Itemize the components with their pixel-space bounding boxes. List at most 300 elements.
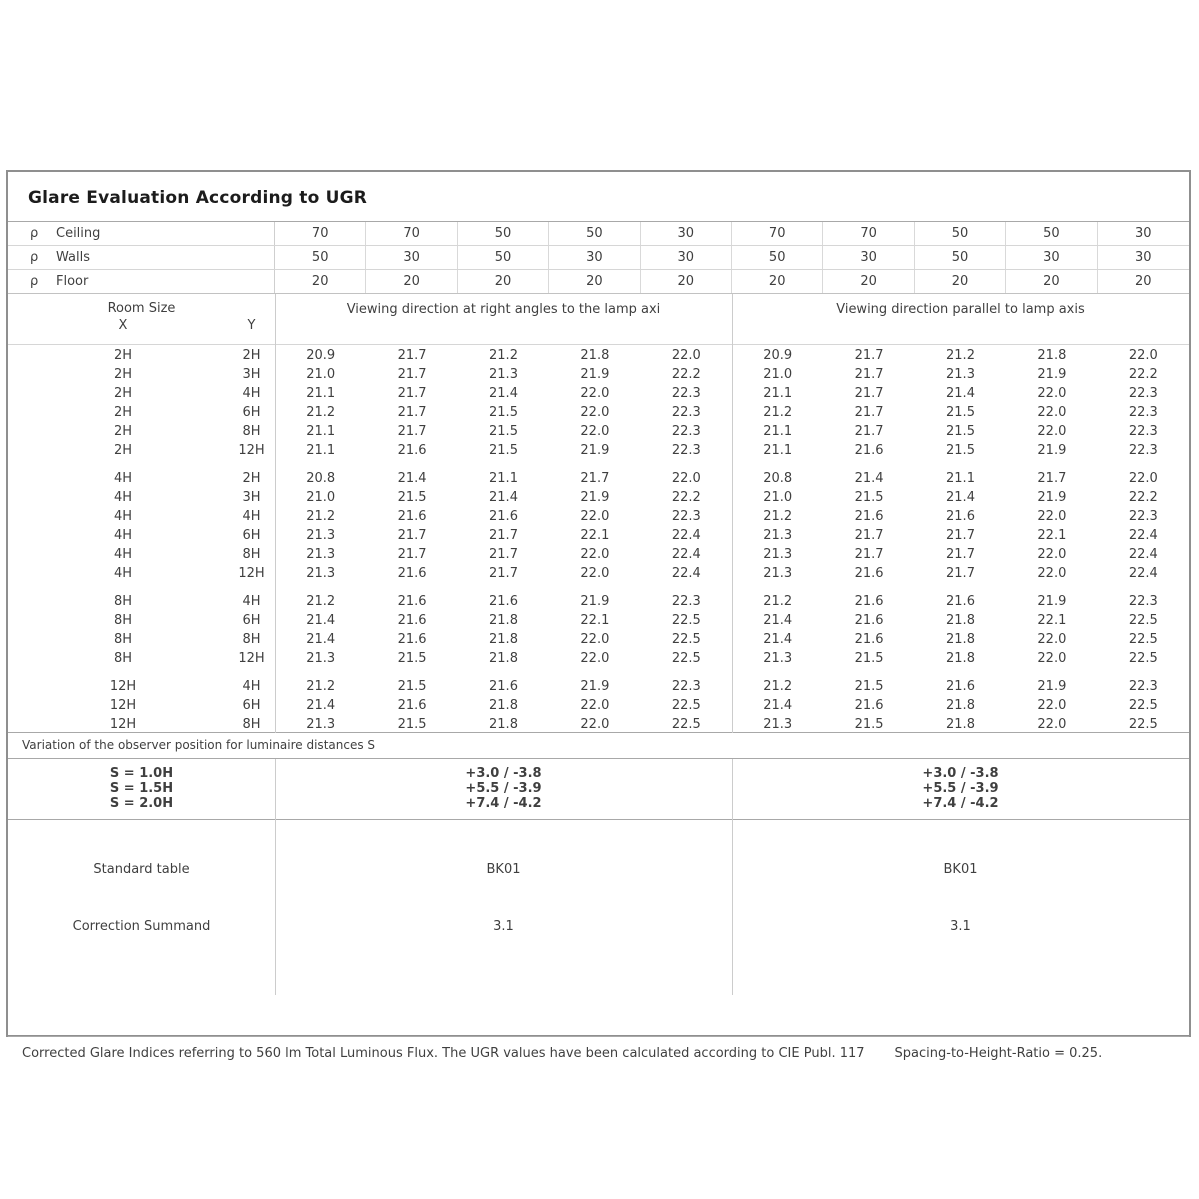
reflectance-value-cell: 70 xyxy=(823,222,914,245)
variation-left-value: +3.0 / -3.8 xyxy=(465,766,542,781)
ugr-value-cell: 21.2 xyxy=(763,405,793,420)
ugr-value-cell: 22.0 xyxy=(1128,471,1158,486)
ugr-value-cell: 22.2 xyxy=(1128,367,1158,382)
ugr-row xyxy=(8,384,1189,403)
ugr-value-cell: 22.2 xyxy=(671,490,701,505)
ugr-value-cell: 21.1 xyxy=(763,443,793,458)
ugr-value-cell: 22.0 xyxy=(1037,424,1067,439)
ugr-value-cell: 21.7 xyxy=(397,348,427,363)
ugr-value-cell: 20.8 xyxy=(306,471,336,486)
ugr-value-cell: 21.5 xyxy=(397,679,427,694)
ugr-value-cell: 21.9 xyxy=(1037,443,1067,458)
ugr-value-cell: 22.3 xyxy=(1128,386,1158,401)
ugr-value-cell: 21.9 xyxy=(580,679,610,694)
ugr-value-cell: 21.3 xyxy=(306,566,336,581)
ugr-value-cell: 22.5 xyxy=(671,632,701,647)
ugr-value-cell: 21.6 xyxy=(854,632,884,647)
ugr-value-cell: 22.4 xyxy=(1128,528,1158,543)
ugr-value-cell: 21.8 xyxy=(946,632,975,647)
rho-symbol: ρ xyxy=(30,226,39,241)
right-direction-header: Viewing direction parallel to lamp axis xyxy=(836,302,1085,317)
ugr-value-cell: 22.3 xyxy=(671,424,701,439)
label-column-divider-lower xyxy=(275,759,276,995)
ugr-value-cell: 21.5 xyxy=(946,443,975,458)
ugr-value-cell: 21.3 xyxy=(763,566,793,581)
ugr-value-cell: 21.6 xyxy=(397,443,427,458)
ugr-value-cell: 22.0 xyxy=(1037,566,1067,581)
ugr-value-cell: 22.0 xyxy=(580,405,610,420)
ugr-row xyxy=(8,441,1189,460)
reflectance-value-cell: 20 xyxy=(1006,270,1097,293)
ugr-y-cell: 8H xyxy=(242,547,261,562)
ugr-value-cell: 21.7 xyxy=(397,405,427,420)
ugr-x-cell: 2H xyxy=(113,424,133,439)
ugr-row xyxy=(8,469,1189,488)
ugr-x-cell: 2H xyxy=(113,386,133,401)
ugr-value-cell: 21.5 xyxy=(489,443,518,458)
ugr-row xyxy=(8,403,1189,422)
ugr-value-cell: 21.3 xyxy=(763,547,793,562)
reflectance-surface-label: Walls xyxy=(56,250,90,265)
y-column-label: Y xyxy=(247,318,256,333)
ugr-value-cell: 21.9 xyxy=(580,443,610,458)
ugr-value-cell: 21.6 xyxy=(397,594,427,609)
room-size-header xyxy=(8,294,275,344)
ugr-value-cell: 22.0 xyxy=(1128,348,1158,363)
reflectance-value-cell: 20 xyxy=(915,270,1006,293)
ugr-block xyxy=(8,677,1189,733)
ugr-value-cell: 21.4 xyxy=(946,490,975,505)
ugr-value-cell: 21.7 xyxy=(397,547,427,562)
ugr-value-cell: 21.1 xyxy=(306,443,336,458)
ugr-value-cell: 22.0 xyxy=(580,698,610,713)
ugr-value-cell: 21.6 xyxy=(854,566,884,581)
ugr-value-cell: 21.2 xyxy=(306,509,336,524)
ugr-x-cell: 8H xyxy=(113,594,133,609)
reflectance-value-cell: 20 xyxy=(458,270,549,293)
ugr-value-cell: 22.3 xyxy=(671,386,701,401)
ugr-value-cell: 22.3 xyxy=(671,405,701,420)
ugr-y-cell: 8H xyxy=(242,632,261,647)
ugr-value-cell: 21.7 xyxy=(397,367,427,382)
ugr-value-cell: 21.8 xyxy=(489,698,518,713)
ugr-value-cell: 21.1 xyxy=(763,424,793,439)
ugr-value-cell: 21.4 xyxy=(763,613,793,628)
ugr-value-cell: 21.0 xyxy=(763,490,793,505)
reflectance-value-cell: 50 xyxy=(915,222,1006,245)
ugr-value-cell: 22.3 xyxy=(1128,443,1158,458)
title-row xyxy=(8,172,1189,222)
reflectance-value-cell: 50 xyxy=(915,246,1006,269)
ugr-row xyxy=(8,592,1189,611)
ugr-value-cell: 21.2 xyxy=(763,509,793,524)
ugr-value-cell: 22.5 xyxy=(671,698,701,713)
ugr-x-cell: 2H xyxy=(113,405,133,420)
variation-left-value: +7.4 / -4.2 xyxy=(465,796,542,811)
ugr-value-cell: 21.0 xyxy=(306,367,336,382)
ugr-value-cell: 21.5 xyxy=(489,424,518,439)
ugr-value-cell: 21.3 xyxy=(489,367,518,382)
correction-summand-left-value: 3.1 xyxy=(493,919,514,934)
ugr-row xyxy=(8,346,1189,365)
ugr-value-cell: 21.2 xyxy=(306,679,336,694)
ugr-value-cell: 21.0 xyxy=(306,490,336,505)
ugr-value-cell: 21.3 xyxy=(946,367,975,382)
ugr-row xyxy=(8,649,1189,668)
ugr-x-cell: 8H xyxy=(113,613,133,628)
ugr-value-cell: 21.7 xyxy=(854,528,884,543)
ugr-value-cell: 21.9 xyxy=(580,490,610,505)
ugr-value-cell: 21.7 xyxy=(854,547,884,562)
ugr-value-cell: 22.0 xyxy=(580,632,610,647)
half-table-divider-lower xyxy=(732,759,733,995)
standard-table-row xyxy=(8,862,1189,878)
reflectance-row xyxy=(8,246,1189,270)
ugr-x-cell: 4H xyxy=(113,490,133,505)
variation-right-value: +7.4 / -4.2 xyxy=(922,796,999,811)
ugr-value-cell: 22.5 xyxy=(671,717,701,732)
ugr-value-cell: 21.7 xyxy=(397,386,427,401)
ugr-row xyxy=(8,564,1189,583)
ugr-value-cell: 21.6 xyxy=(854,698,884,713)
reflectance-value-cell: 50 xyxy=(458,246,549,269)
ugr-y-cell: 2H xyxy=(242,348,261,363)
ugr-value-cell: 21.9 xyxy=(1037,594,1067,609)
ugr-value-cell: 22.0 xyxy=(580,566,610,581)
ugr-value-cell: 21.7 xyxy=(489,547,518,562)
ugr-value-cell: 22.0 xyxy=(580,386,610,401)
ugr-value-cell: 21.6 xyxy=(946,594,975,609)
ugr-value-cell: 22.1 xyxy=(580,528,610,543)
reflectance-value-cell: 70 xyxy=(366,222,457,245)
ugr-value-cell: 22.0 xyxy=(580,424,610,439)
reflectance-value-cell: 30 xyxy=(366,246,457,269)
ugr-value-cell: 21.6 xyxy=(489,679,518,694)
ugr-value-cell: 22.3 xyxy=(1128,509,1158,524)
table-header xyxy=(8,294,1189,345)
ugr-value-cell: 21.4 xyxy=(763,632,793,647)
variation-note: Variation of the observer position for luminaire distances S xyxy=(8,733,1189,759)
ugr-value-cell: 22.3 xyxy=(1128,424,1158,439)
ugr-value-cell: 21.6 xyxy=(397,698,427,713)
standard-table-label: Standard table xyxy=(93,862,190,877)
ugr-y-cell: 3H xyxy=(242,367,261,382)
ugr-value-cell: 21.3 xyxy=(306,651,336,666)
ugr-y-cell: 6H xyxy=(242,613,261,628)
ugr-value-cell: 22.4 xyxy=(671,528,701,543)
ugr-value-cell: 21.7 xyxy=(397,528,427,543)
ugr-row xyxy=(8,677,1189,696)
ugr-value-cell: 22.5 xyxy=(671,651,701,666)
ugr-value-cell: 22.0 xyxy=(580,717,610,732)
ugr-value-cell: 21.7 xyxy=(854,386,884,401)
reflectance-value-cell: 30 xyxy=(1135,226,1152,241)
ugr-value-cell: 21.8 xyxy=(489,632,518,647)
ugr-value-cell: 22.3 xyxy=(671,443,701,458)
ugr-value-cell: 21.8 xyxy=(489,613,518,628)
ugr-value-cell: 22.5 xyxy=(1128,651,1158,666)
ugr-value-cell: 21.2 xyxy=(946,348,975,363)
variation-row xyxy=(8,781,1189,796)
ugr-value-cell: 22.3 xyxy=(671,594,701,609)
ugr-row xyxy=(8,365,1189,384)
ugr-value-cell: 21.9 xyxy=(1037,367,1067,382)
ugr-y-cell: 12H xyxy=(238,651,265,666)
ugr-x-cell: 2H xyxy=(113,367,133,382)
reflectance-label xyxy=(8,270,275,293)
ugr-x-cell: 4H xyxy=(113,528,133,543)
ugr-row xyxy=(8,630,1189,649)
reflectance-value-cell: 20 xyxy=(1135,274,1152,289)
ugr-value-cell: 21.5 xyxy=(946,405,975,420)
ugr-value-cell: 22.3 xyxy=(1128,594,1158,609)
ugr-value-cell: 21.7 xyxy=(397,424,427,439)
ugr-value-cell: 22.0 xyxy=(580,509,610,524)
ugr-y-cell: 6H xyxy=(242,405,261,420)
rho-symbol: ρ xyxy=(30,274,39,289)
ugr-value-cell: 21.9 xyxy=(580,594,610,609)
reflectance-surface-label: Ceiling xyxy=(56,226,101,241)
ugr-value-cell: 22.0 xyxy=(671,348,701,363)
ugr-x-cell: 4H xyxy=(113,471,133,486)
ugr-x-cell: 12H xyxy=(109,717,137,732)
ugr-y-cell: 8H xyxy=(242,424,261,439)
ugr-row xyxy=(8,507,1189,526)
x-column-label: X xyxy=(118,318,128,333)
ugr-value-cell: 21.2 xyxy=(306,405,336,420)
reflectance-value-cell: 30 xyxy=(641,246,732,269)
page-title: Glare Evaluation According to UGR xyxy=(28,188,368,208)
ugr-value-cell: 22.4 xyxy=(671,547,701,562)
ugr-value-cell: 21.0 xyxy=(763,367,793,382)
ugr-value-cell: 21.6 xyxy=(489,509,518,524)
reflectance-value-cell: 20 xyxy=(275,270,366,293)
ugr-value-cell: 22.0 xyxy=(1037,717,1067,732)
ugr-value-cell: 21.3 xyxy=(763,717,793,732)
ugr-value-cell: 22.5 xyxy=(1128,717,1158,732)
variation-table xyxy=(8,759,1189,820)
ugr-value-cell: 22.4 xyxy=(1128,566,1158,581)
ugr-value-cell: 22.0 xyxy=(1037,698,1067,713)
reflectance-value-cell: 20 xyxy=(641,270,732,293)
ugr-row xyxy=(8,422,1189,441)
ugr-value-cell: 21.1 xyxy=(763,386,793,401)
reflectance-value-cell: 30 xyxy=(1006,246,1097,269)
reflectance-value-cell: 20 xyxy=(366,270,457,293)
correction-summand-label: Correction Summand xyxy=(72,919,211,934)
variation-s-label: S = 1.0H xyxy=(109,766,174,781)
ugr-x-cell: 4H xyxy=(113,566,133,581)
ugr-value-cell: 21.6 xyxy=(397,509,427,524)
reflectance-surface-label: Floor xyxy=(56,274,89,289)
ugr-value-cell: 22.0 xyxy=(671,471,701,486)
ugr-value-cell: 21.7 xyxy=(489,566,518,581)
ugr-y-cell: 4H xyxy=(242,594,261,609)
variation-right-value: +3.0 / -3.8 xyxy=(922,766,999,781)
ugr-value-cell: 21.7 xyxy=(946,566,975,581)
ugr-value-cell: 22.3 xyxy=(1128,679,1158,694)
ugr-value-cell: 21.6 xyxy=(854,594,884,609)
ugr-value-cell: 21.9 xyxy=(1037,679,1067,694)
ugr-x-cell: 12H xyxy=(109,698,137,713)
ugr-value-cell: 21.8 xyxy=(489,651,518,666)
ugr-value-cell: 21.4 xyxy=(763,698,793,713)
ugr-panel xyxy=(6,170,1191,1061)
ugr-value-cell: 22.1 xyxy=(1037,528,1067,543)
ugr-value-cell: 21.6 xyxy=(397,632,427,647)
reflectance-value-cell: 30 xyxy=(549,246,640,269)
reflectance-table xyxy=(8,222,1189,294)
footer-text: Corrected Glare Indices referring to 560 lm Total Luminous Flux. The UGR values have been calculated according to CIE Publ. 117 xyxy=(22,1046,865,1061)
variation-s-label: S = 1.5H xyxy=(109,781,174,796)
footer-ratio: Spacing-to-Height-Ratio = 0.25. xyxy=(894,1046,1103,1061)
ugr-value-cell: 21.8 xyxy=(946,651,975,666)
ugr-value-cell: 22.4 xyxy=(671,566,701,581)
reflectance-row xyxy=(8,270,1189,294)
ugr-value-cell: 22.1 xyxy=(580,613,610,628)
ugr-y-cell: 3H xyxy=(242,490,261,505)
ugr-value-cell: 21.4 xyxy=(397,471,427,486)
ugr-value-cell: 21.5 xyxy=(489,405,518,420)
ugr-value-cell: 22.1 xyxy=(1037,613,1067,628)
ugr-y-cell: 8H xyxy=(242,717,261,732)
ugr-value-cell: 21.5 xyxy=(854,490,884,505)
reflectance-value-cell: 20 xyxy=(732,270,823,293)
ugr-value-cell: 21.2 xyxy=(306,594,336,609)
ugr-value-cell: 21.4 xyxy=(489,386,518,401)
ugr-value-cell: 21.3 xyxy=(763,528,793,543)
xy-labels xyxy=(8,318,275,333)
ugr-value-cell: 21.7 xyxy=(946,528,975,543)
ugr-value-cell: 21.1 xyxy=(946,471,975,486)
ugr-value-cell: 21.5 xyxy=(397,651,427,666)
correction-summand-row xyxy=(8,919,1189,935)
ugr-value-cell: 21.8 xyxy=(489,717,518,732)
reflectance-value-cell: 50 xyxy=(732,246,823,269)
reflectance-value-cell: 30 xyxy=(823,246,914,269)
ugr-value-cell: 21.7 xyxy=(854,348,884,363)
ugr-value-cell: 20.9 xyxy=(763,348,793,363)
footer-note xyxy=(8,1037,1189,1077)
ugr-value-cell: 21.5 xyxy=(854,679,884,694)
ugr-value-cell: 22.0 xyxy=(1037,509,1067,524)
ugr-value-cell: 21.8 xyxy=(946,698,975,713)
summary-table xyxy=(8,862,1189,1037)
ugr-value-cell: 21.9 xyxy=(580,367,610,382)
ugr-value-cell: 21.3 xyxy=(306,717,336,732)
ugr-value-cell: 21.6 xyxy=(946,679,975,694)
ugr-value-cell: 21.6 xyxy=(397,613,427,628)
ugr-y-cell: 6H xyxy=(242,528,261,543)
ugr-value-cell: 21.7 xyxy=(854,367,884,382)
ugr-value-cell: 21.9 xyxy=(1037,490,1067,505)
ugr-value-cell: 21.4 xyxy=(946,386,975,401)
ugr-x-cell: 4H xyxy=(113,509,133,524)
ugr-value-cell: 22.5 xyxy=(671,613,701,628)
room-size-label: Room Size xyxy=(107,301,176,316)
ugr-value-cell: 21.6 xyxy=(854,613,884,628)
ugr-value-cell: 21.4 xyxy=(489,490,518,505)
ugr-value-cell: 22.4 xyxy=(1128,547,1158,562)
reflectance-value-cell: 20 xyxy=(549,270,640,293)
ugr-y-cell: 6H xyxy=(242,698,261,713)
ugr-x-cell: 8H xyxy=(113,632,133,647)
ugr-row xyxy=(8,696,1189,715)
ugr-y-cell: 2H xyxy=(242,471,261,486)
reflectance-value-cell: 50 xyxy=(458,222,549,245)
ugr-value-cell: 22.0 xyxy=(1037,651,1067,666)
ugr-x-cell: 12H xyxy=(109,679,137,694)
ugr-y-cell: 4H xyxy=(242,386,261,401)
variation-left-value: +5.5 / -3.9 xyxy=(465,781,542,796)
ugr-value-cell: 22.0 xyxy=(1037,405,1067,420)
ugr-value-cell: 22.0 xyxy=(1037,547,1067,562)
ugr-value-cell: 22.5 xyxy=(1128,613,1158,628)
ugr-x-cell: 4H xyxy=(113,547,133,562)
rho-symbol: ρ xyxy=(30,250,39,265)
ugr-x-cell: 8H xyxy=(113,651,133,666)
ugr-value-cell: 21.2 xyxy=(763,679,793,694)
ugr-value-cell: 21.5 xyxy=(397,717,427,732)
ugr-value-cell: 21.6 xyxy=(946,509,975,524)
ugr-block xyxy=(8,469,1189,583)
ugr-y-cell: 4H xyxy=(242,509,261,524)
ugr-value-cell: 21.5 xyxy=(397,490,427,505)
ugr-value-cell: 22.3 xyxy=(671,509,701,524)
ugr-block xyxy=(8,592,1189,668)
variation-s-label: S = 2.0H xyxy=(109,796,174,811)
reflectance-row xyxy=(8,222,1189,246)
ugr-value-cell: 22.0 xyxy=(580,547,610,562)
ugr-value-cell: 21.6 xyxy=(854,443,884,458)
ugr-value-cell: 20.8 xyxy=(763,471,793,486)
ugr-value-cell: 22.3 xyxy=(671,679,701,694)
reflectance-label xyxy=(8,246,275,269)
reflectance-value-cell: 70 xyxy=(732,222,823,245)
half-table-divider xyxy=(732,294,733,733)
ugr-value-cell: 22.2 xyxy=(671,367,701,382)
ugr-value-cell: 21.7 xyxy=(854,405,884,420)
ugr-y-cell: 4H xyxy=(242,679,261,694)
ugr-value-cell: 21.3 xyxy=(306,528,336,543)
ugr-row xyxy=(8,545,1189,564)
variation-row xyxy=(8,796,1189,811)
ugr-value-cell: 21.6 xyxy=(854,509,884,524)
ugr-row xyxy=(8,611,1189,630)
ugr-x-cell: 2H xyxy=(113,348,133,363)
ugr-value-cell: 21.8 xyxy=(580,348,610,363)
ugr-y-cell: 12H xyxy=(238,443,265,458)
ugr-value-cell: 21.3 xyxy=(306,547,336,562)
ugr-value-cell: 21.6 xyxy=(397,566,427,581)
standard-table-left-value: BK01 xyxy=(486,862,521,877)
reflectance-value-cell: 50 xyxy=(549,222,640,245)
ugr-value-cell: 22.0 xyxy=(1037,386,1067,401)
correction-summand-right-value: 3.1 xyxy=(950,919,971,934)
ugr-row xyxy=(8,715,1189,733)
reflectance-value-cell: 50 xyxy=(275,246,366,269)
ugr-value-cell: 21.1 xyxy=(306,386,336,401)
ugr-value-cell: 21.6 xyxy=(489,594,518,609)
variation-right-value: +5.5 / -3.9 xyxy=(922,781,999,796)
ugr-value-cell: 21.1 xyxy=(306,424,336,439)
ugr-values-table xyxy=(8,345,1189,733)
ugr-value-cell: 21.4 xyxy=(306,613,336,628)
ugr-value-cell: 21.2 xyxy=(489,348,518,363)
ugr-value-cell: 22.0 xyxy=(1037,632,1067,647)
standard-table-right-value: BK01 xyxy=(943,862,978,877)
ugr-value-cell: 22.5 xyxy=(1128,698,1158,713)
